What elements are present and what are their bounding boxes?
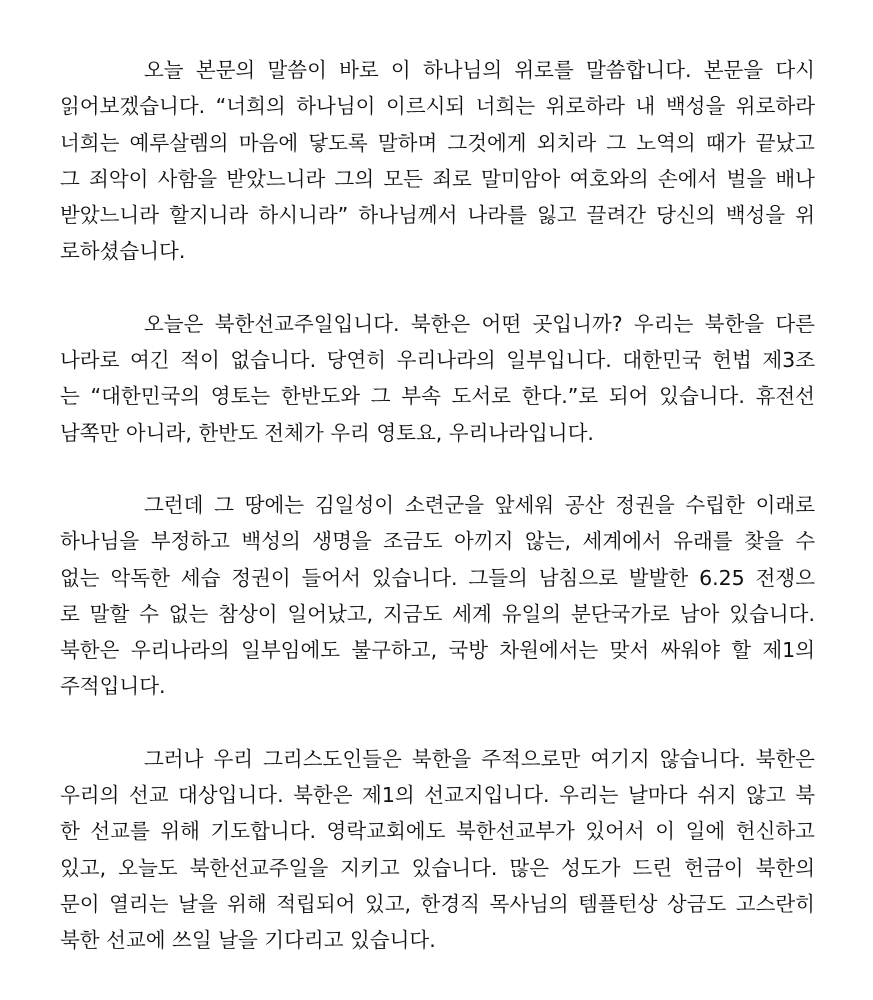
paragraph-line: 그러나 우리 그리스도인들은 북한을 주적으로만 여기지 않습니다. 북한은: [144, 746, 815, 771]
paragraph-line: 북한 선교에 쓰일 날을 기다리고 있습니다.: [60, 928, 436, 953]
paragraph-line: 받았느니라 할지니라 하시니라” 하나님께서 나라를 잃고 끌려간 당신의 백성을 위: [60, 203, 815, 228]
paragraph-line: 문이 열리는 날을 위해 적립되어 있고, 한경직 목사님의 템플턴상 상금도 고스란히: [60, 891, 815, 916]
paragraph-line: 읽어보겠습니다. “너희의 하나님이 이르시되 너희는 위로하라 내 백성을 위로하라: [60, 94, 815, 119]
paragraph-line: 그 죄악이 사함을 받았느니라 그의 모든 죄로 말미암아 여호와의 손에서 벌을 배나: [60, 166, 815, 191]
paragraph-4: [60, 741, 815, 959]
paragraph-line: 오늘 본문의 말씀이 바로 이 하나님의 위로를 말씀합니다. 본문을 다시: [144, 58, 815, 82]
paragraph-line: 없는 악독한 세습 정권이 들어서 있습니다. 그들의 남침으로 발발한 6.25 전쟁으: [60, 565, 815, 590]
paragraph-line: 있고, 오늘도 북한선교주일을 지키고 있습니다. 많은 성도가 드린 헌금이 북한의: [60, 855, 815, 880]
paragraph-line: 남쪽만 아니라, 한반도 전체가 우리 영토요, 우리나라입니다.: [60, 420, 594, 445]
paragraph-2: [60, 306, 815, 451]
paragraph-1: [60, 52, 815, 270]
paragraph-line: 오늘은 북한선교주일입니다. 북한은 어떤 곳입니까? 우리는 북한을 다른: [144, 311, 815, 336]
paragraph-line: 북한은 우리나라의 일부임에도 불구하고, 국방 차원에서는 맞서 싸워야 할 제1의: [60, 638, 815, 663]
paragraph-line: 너희는 예루살렘의 마음에 닿도록 말하며 그것에게 외치라 그 노역의 때가 끝났고: [60, 130, 815, 155]
paragraph-line: 로 말할 수 없는 참상이 일어났고, 지금도 세계 유일의 분단국가로 남아 있습니다.: [60, 601, 815, 626]
paragraph-line: 우리의 선교 대상입니다. 북한은 제1의 선교지입니다. 우리는 날마다 쉬지 않고 북: [60, 783, 815, 808]
paragraph-line: 나라로 여긴 적이 없습니다. 당연히 우리나라의 일부입니다. 대한민국 헌법 제3조: [60, 348, 815, 373]
paragraph-3: [60, 487, 815, 705]
paragraph-line: 한 선교를 위해 기도합니다. 영락교회에도 북한선교부가 있어서 이 일에 헌신하고: [60, 819, 815, 844]
paragraph-line: 하나님을 부정하고 백성의 생명을 조금도 아끼지 않는, 세계에서 유래를 찾을 수: [60, 529, 815, 554]
paragraph-line: 그런데 그 땅에는 김일성이 소련군을 앞세워 공산 정권을 수립한 이래로: [144, 492, 815, 517]
paragraph-line: 로하셨습니다.: [60, 239, 186, 264]
paragraph-line: 는 “대한민국의 영토는 한반도와 그 부속 도서로 한다.”로 되어 있습니다. 휴전선: [60, 384, 815, 409]
paragraph-line: 주적입니다.: [60, 674, 166, 699]
